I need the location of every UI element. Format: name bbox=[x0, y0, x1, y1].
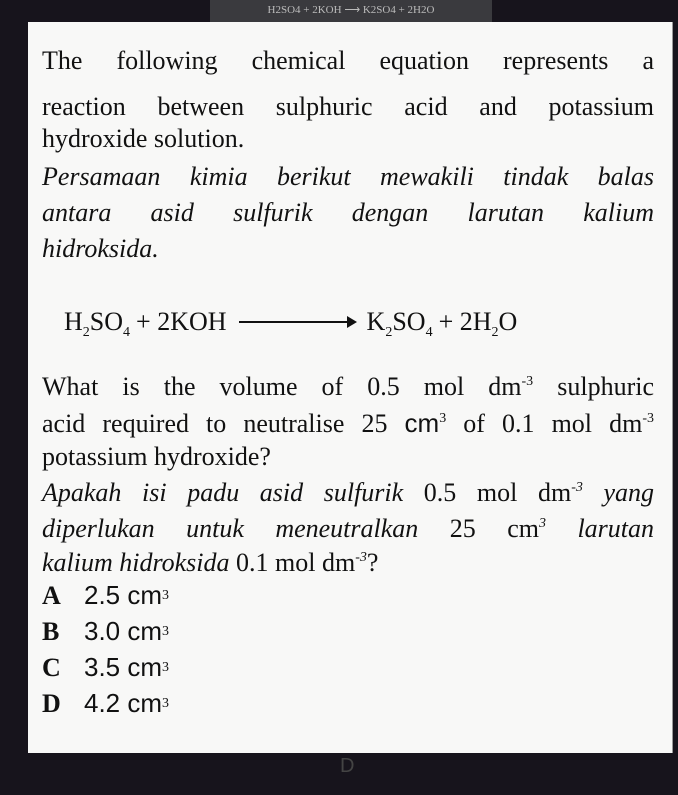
option-letter: A bbox=[42, 580, 61, 610]
text: What is the volume of 0.5 mol dm bbox=[42, 372, 522, 401]
superscript: -3 bbox=[521, 374, 534, 389]
text: 25 cm bbox=[449, 514, 539, 543]
option-value: 2.5 cm bbox=[84, 580, 163, 610]
question-en-line bbox=[42, 408, 654, 439]
text: ? bbox=[366, 548, 379, 577]
superscript: -3 bbox=[355, 550, 367, 565]
eq-sub: 2 bbox=[82, 325, 90, 340]
question-ms-line bbox=[42, 478, 654, 508]
overlay-letter: D bbox=[340, 755, 355, 777]
question-card bbox=[28, 22, 673, 753]
intro-en-line: reaction between sulphuric acid and potassium bbox=[42, 92, 654, 121]
option-value: 3.5 cm bbox=[84, 652, 163, 682]
option-letter: D bbox=[42, 688, 61, 718]
superscript: -3 bbox=[571, 480, 583, 495]
intro-ms-line: Persamaan kimia berikut mewakili tindak balas bbox=[42, 162, 654, 191]
chemical-equation bbox=[64, 307, 518, 340]
text: acid required to neutralise 25 bbox=[42, 409, 405, 438]
superscript: 3 bbox=[538, 516, 546, 531]
text: diperlukan untuk meneutralkan bbox=[42, 514, 450, 543]
option-c[interactable]: C 3.5 cm 3 bbox=[42, 652, 170, 682]
eq-text: SO bbox=[89, 307, 124, 336]
text: of 0.1 mol dm bbox=[446, 409, 643, 438]
question-ms-line bbox=[42, 548, 654, 578]
text: Apakah isi padu asid sulfurik bbox=[42, 478, 424, 507]
text: yang bbox=[582, 478, 655, 507]
text: 0.1 mol dm bbox=[236, 548, 356, 577]
intro-en-line: hydroxide solution. bbox=[42, 124, 245, 153]
text: sulphuric bbox=[533, 372, 654, 401]
text: larutan bbox=[545, 514, 655, 543]
eq-sub: 4 bbox=[425, 325, 433, 340]
eq-sub: 2 bbox=[385, 325, 393, 340]
superscript: 3 bbox=[439, 411, 447, 426]
eq-sub: 4 bbox=[123, 325, 131, 340]
eq-sub: 2 bbox=[491, 325, 499, 340]
question-en-line: potassium hydroxide? bbox=[42, 442, 271, 471]
question-ms-line bbox=[42, 514, 654, 544]
intro-en-line: The following chemical equation represents a bbox=[42, 46, 654, 75]
option-letter: B bbox=[42, 616, 60, 646]
reaction-arrow-icon bbox=[239, 321, 355, 323]
intro-ms-line: hidroksida. bbox=[42, 234, 159, 263]
text: kalium hidroksida bbox=[42, 548, 237, 577]
eq-text: SO bbox=[392, 307, 426, 336]
background-equation: H2SO4 + 2KOH ⟶ K2SO4 + 2H2O bbox=[210, 0, 492, 24]
eq-text: H bbox=[64, 307, 83, 336]
eq-text: + 2H bbox=[438, 307, 492, 336]
option-value: 3.0 cm bbox=[84, 616, 163, 646]
intro-ms-line: antara asid sulfurik dengan larutan kalium bbox=[42, 198, 654, 227]
eq-text: K bbox=[366, 307, 386, 336]
option-a[interactable]: A 2.5 cm 3 bbox=[42, 580, 170, 610]
eq-text: + 2KOH bbox=[136, 307, 227, 336]
text: 0.5 mol dm bbox=[423, 478, 572, 507]
option-value: 4.2 cm bbox=[84, 688, 163, 718]
text: cm bbox=[404, 408, 440, 438]
option-d[interactable]: D 4.2 cm 3 bbox=[42, 688, 170, 718]
superscript: -3 bbox=[642, 411, 654, 426]
eq-text: O bbox=[498, 307, 518, 336]
option-b[interactable]: B 3.0 cm 3 bbox=[42, 616, 170, 646]
question-en-line bbox=[42, 372, 654, 402]
option-letter: C bbox=[42, 652, 61, 682]
